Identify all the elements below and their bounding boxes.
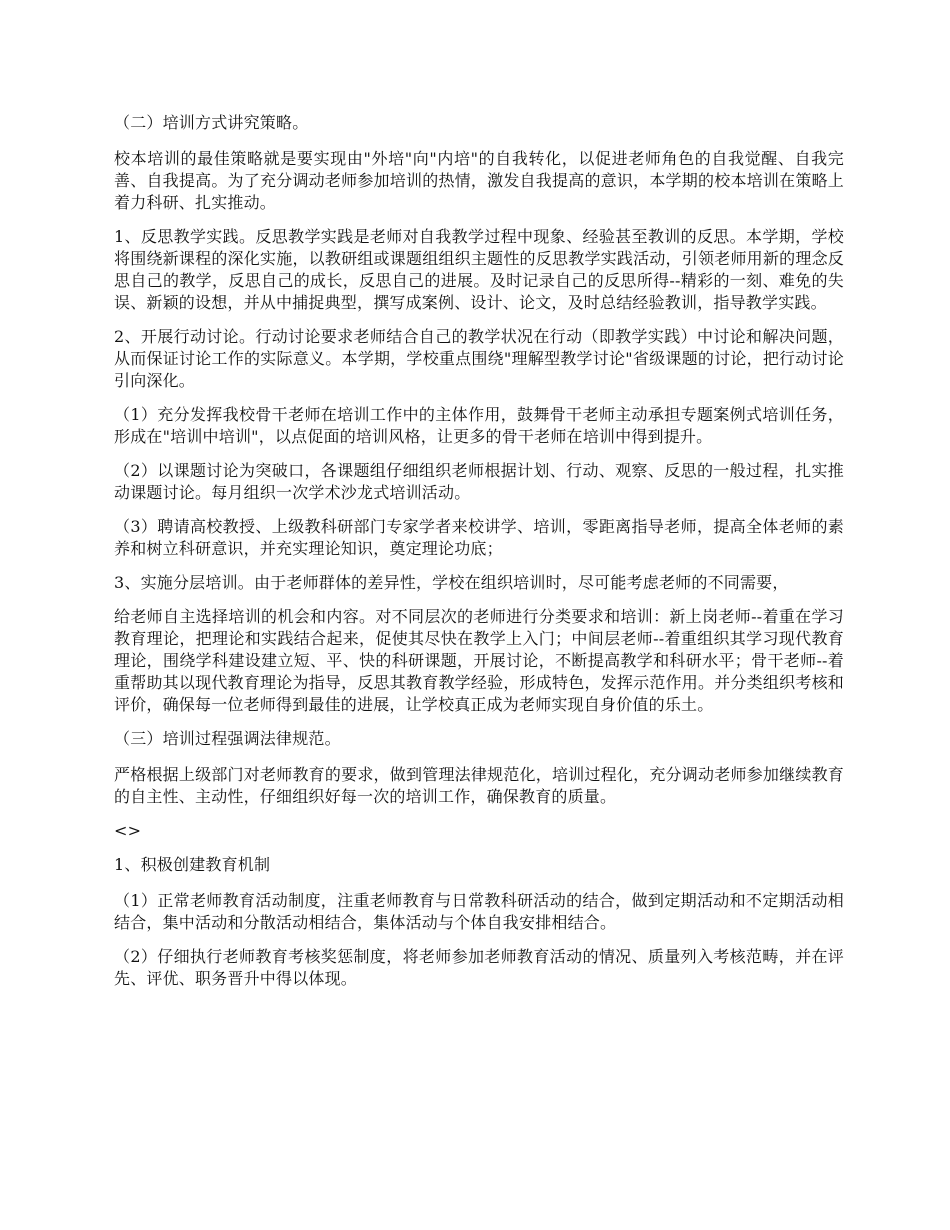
section-heading-mechanism: 1、积极创建教育机制 xyxy=(114,855,271,874)
section-heading-training-method: （二）培训方式讲究策略。 xyxy=(114,113,309,132)
paragraph-mechanism-item-2: （2）仔细执行老师教育考核奖惩制度，将老师参加老师教育活动的情况、质量列入考核范畴，并在评先、评优、职务晋升中得以体现。 xyxy=(114,947,844,988)
paragraph-layered-detail: 给老师自主选择培训的机会和内容。对不同层次的老师进行分类要求和培训：新上岗老师--着重在学习教育理论，把理论和实践结合起来，促使其尽快在教学上入门；中间层老师--着重组织其学习现代教育理论，围绕学科建设建立短、平、快的科研课题，开展讨论，不断提高教学和科研水平；骨干老师--着重帮助其以现代教育理论为指导，反思其教育教学经验，形成特色，发挥示范作用。并分类组织考核和评价，确保每一位老师得到最佳的进展，让学校真正成为老师实现自身价值的乐土。 xyxy=(114,607,844,714)
paragraph-action-discussion: 2、开展行动讨论。行动讨论要求老师结合自己的教学状况在行动（即教学实践）中讨论和解决问题，从而保证讨论工作的实际意义。本学期，学校重点围绕"理解型教学讨论"省级课题的讨论，把行动讨论引向深化。 xyxy=(114,327,844,390)
paragraph-reflect-teaching: 1、反思教学实践。反思教学实践是老师对自我教学过程中现象、经验甚至教训的反思。本学期，学校将围绕新课程的深化实施，以教研组或课题组组织主题性的反思教学实践活动，引领老师用新的理念反思自己的教学，反思自己的成长，反思自己的进展。及时记录自己的反思所得--精彩的一刻、难免的失误、新颖的设想，并从中捕捉典型，撰写成案例、设计、论文，及时总结经验教训，指导教学实践。 xyxy=(114,227,844,312)
paragraph-item-2-topic: （2）以课题讨论为突破口，各课题组仔细组织老师根据计划、行动、观察、反思的一般过程，扎实推动课题讨论。每月组织一次学术沙龙式培训活动。 xyxy=(114,461,844,502)
paragraph-strategy-intro: 校本培训的最佳策略就是要实现由"外培"向"内培"的自我转化，以促进老师角色的自我觉醒、自我完善、自我提高。为了充分调动老师参加培训的热情，激发自我提高的意识，本学期的校本培训在策略上着力科研、扎实推动。 xyxy=(114,149,844,212)
paragraph-item-1-backbone: （1）充分发挥我校骨干老师在培训工作中的主体作用，鼓舞骨干老师主动承担专题案例式培训任务，形成在"培训中培训"，以点促面的培训风格，让更多的骨干老师在培训中得到提升。 xyxy=(114,405,844,446)
section-heading-training-process: （三）培训过程强调法律规范。 xyxy=(114,729,341,748)
paragraph-mechanism-item-1: （1）正常老师教育活动制度，注重老师教育与日常教科研活动的结合，做到定期活动和不定期活动相结合，集中活动和分散活动相结合，集体活动与个体自我安排相结合。 xyxy=(114,891,844,932)
paragraph-layered-training: 3、实施分层培训。由于老师群体的差异性，学校在组织培训时，尽可能考虑老师的不同需要， xyxy=(114,573,789,592)
paragraph-item-3-experts: （3）聘请高校教授、上级教科研部门专家学者来校讲学、培训，零距离指导老师，提高全体老师的素养和树立科研意识，并充实理论知识，奠定理论功底； xyxy=(114,517,844,558)
paragraph-strict-requirements: 严格根据上级部门对老师教育的要求，做到管理法律规范化，培训过程化，充分调动老师参加继续教育的自主性、主动性，仔细组织好每一次的培训工作，确保教育的质量。 xyxy=(114,765,844,806)
document-body xyxy=(114,112,844,1002)
paragraph-angle-brackets: <> xyxy=(114,821,142,840)
